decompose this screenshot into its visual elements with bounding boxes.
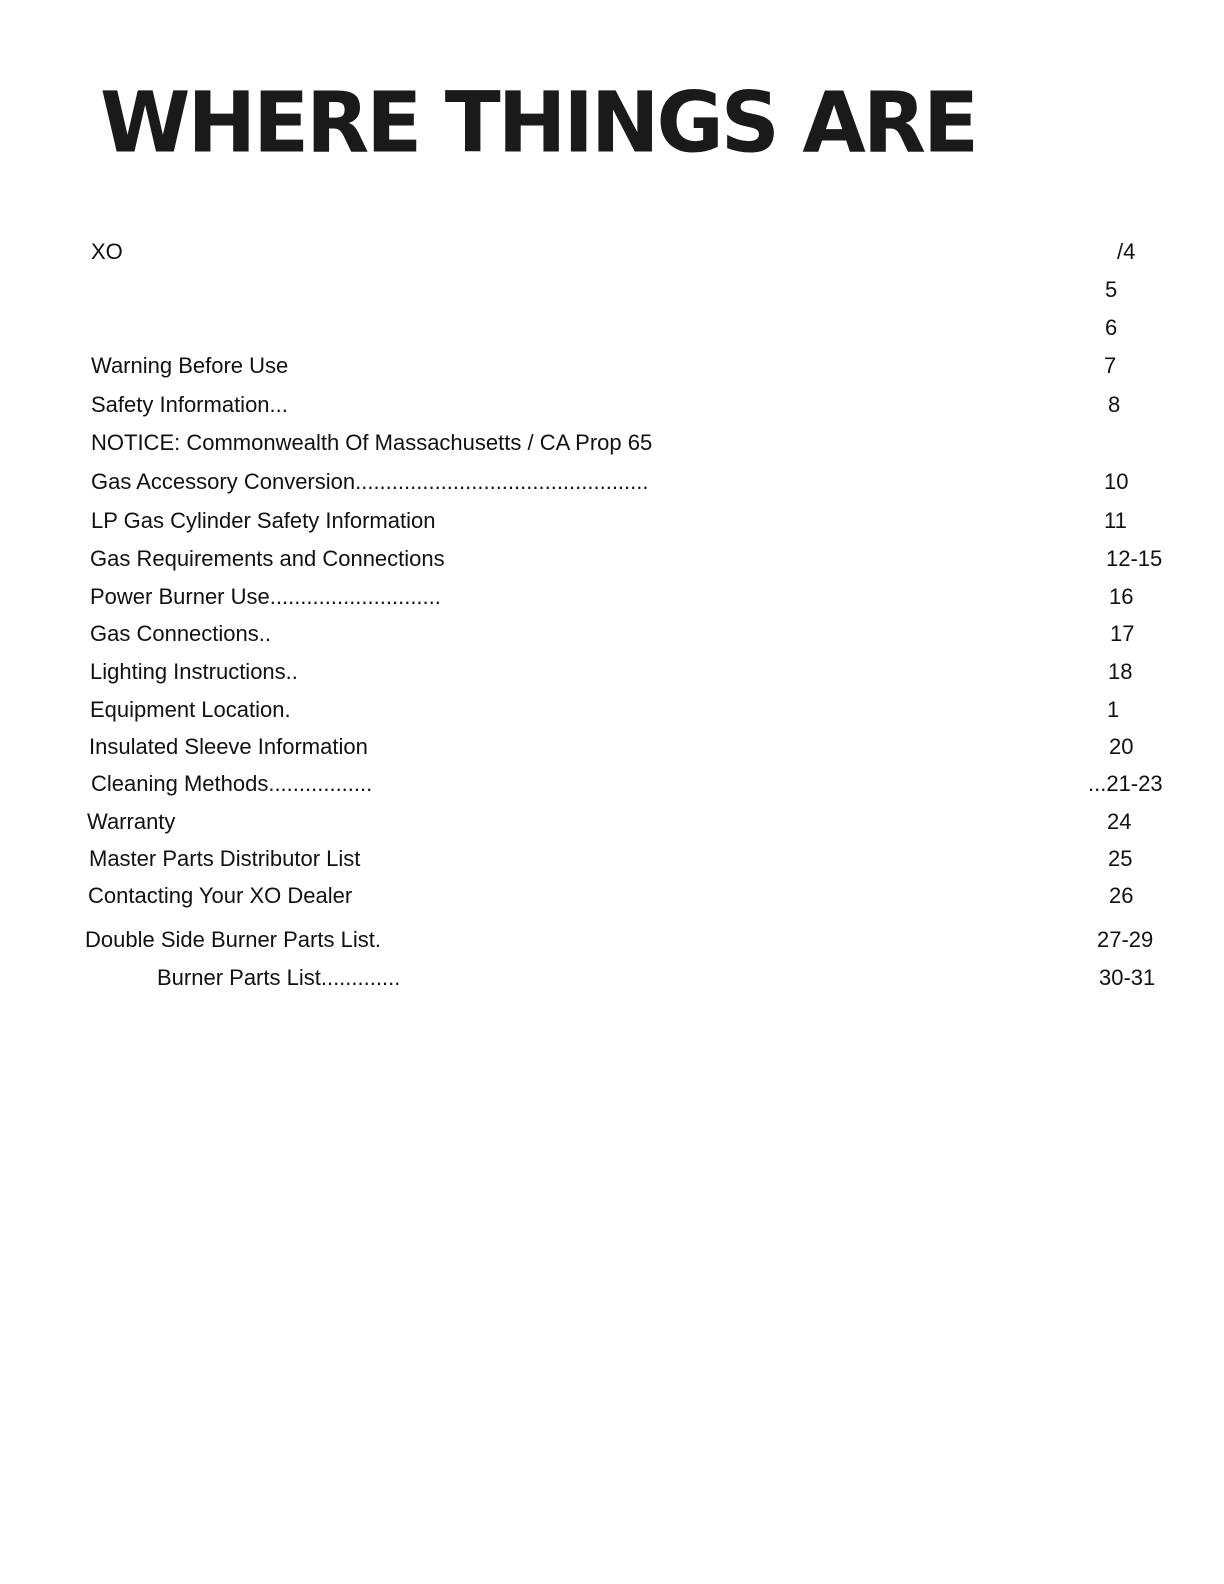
toc-entry-label: LP Gas Cylinder Safety Information xyxy=(91,508,436,533)
toc-entry-page: 12-15 xyxy=(1106,546,1163,571)
toc-entry-page: 17 xyxy=(1110,621,1135,646)
toc-entry-label: Master Parts Distributor List xyxy=(89,846,361,871)
toc-entry-page: 24 xyxy=(1107,809,1132,834)
toc-entry-label: Lighting Instructions.. xyxy=(90,659,298,684)
toc-entry-label: Cleaning Methods................. xyxy=(91,771,373,796)
toc-entry-page: 27-29 xyxy=(1097,927,1154,952)
toc-entry-page: 7 xyxy=(1104,353,1117,378)
toc-entry-page: 10 xyxy=(1104,469,1129,494)
toc-entry-page: 5 xyxy=(1105,277,1118,302)
toc-entry-page: 18 xyxy=(1108,659,1133,684)
toc-entry-label: XO xyxy=(91,239,123,264)
toc-entry-page: 11 xyxy=(1104,508,1127,533)
toc-entry-page: 1 xyxy=(1107,697,1120,722)
page-title: WHERE THINGS ARE xyxy=(100,74,977,172)
toc-entry-label: Gas Accessory Conversion................................................ xyxy=(91,469,649,494)
toc-entry-page: ...21-23 xyxy=(1088,771,1163,796)
toc-entry-label: Warning Before Use xyxy=(91,353,289,378)
toc-entry-page: 26 xyxy=(1109,883,1134,908)
toc-entry-label: Equipment Location. xyxy=(90,697,291,722)
toc-entry-label: Gas Connections.. xyxy=(90,621,271,646)
toc-entry-label: NOTICE: Commonwealth Of Massachusetts / CA Prop 65 xyxy=(91,430,653,455)
toc-entry-label: Gas Requirements and Connections xyxy=(90,546,445,571)
toc-entry-page: 20 xyxy=(1109,734,1134,759)
toc-entry-page: /4 xyxy=(1117,239,1136,264)
toc-entry-page: 16 xyxy=(1109,584,1134,609)
toc-entry-page: 8 xyxy=(1108,392,1121,417)
toc-entry-label: Warranty xyxy=(87,809,176,834)
toc-entry-label: Safety Information... xyxy=(91,392,288,417)
toc-entry-page: 25 xyxy=(1108,846,1133,871)
toc-entry-label: Contacting Your XO Dealer xyxy=(88,883,353,908)
toc-entry-label: Power Burner Use............................ xyxy=(90,584,441,609)
toc-entry-label: Double Side Burner Parts List. xyxy=(85,927,381,952)
toc-entry-page: 30-31 xyxy=(1099,965,1156,990)
toc-entry-label: Burner Parts List............. xyxy=(157,965,401,990)
toc-entry-page: 6 xyxy=(1105,315,1118,340)
toc-entry-label: Insulated Sleeve Information xyxy=(89,734,368,759)
